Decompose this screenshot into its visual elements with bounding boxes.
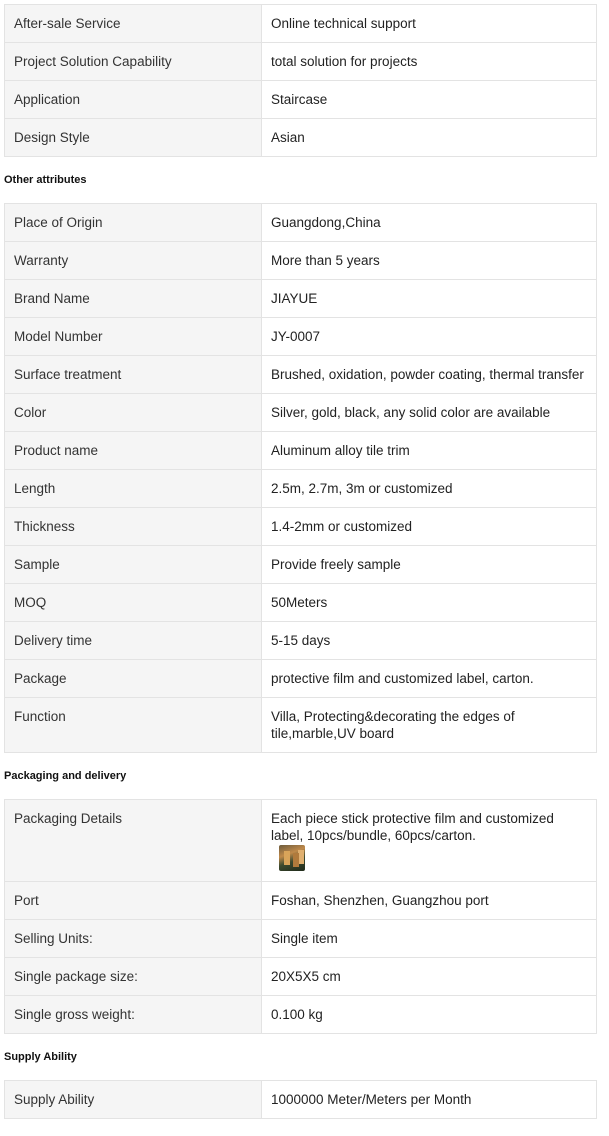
table-row bbox=[5, 356, 597, 394]
attribute-value: Guangdong,China bbox=[262, 204, 597, 242]
attribute-name: MOQ bbox=[5, 584, 262, 622]
table-row bbox=[5, 394, 597, 432]
table-row bbox=[5, 1081, 597, 1119]
attribute-name: Thickness bbox=[5, 508, 262, 546]
attribute-name: Single package size: bbox=[5, 958, 262, 996]
attribute-value: 5-15 days bbox=[262, 622, 597, 660]
table-row bbox=[5, 698, 597, 753]
attribute-value: 1000000 Meter/Meters per Month bbox=[262, 1081, 597, 1119]
attribute-value: Aluminum alloy tile trim bbox=[262, 432, 597, 470]
attribute-value: Brushed, oxidation, powder coating, thermal transfer bbox=[262, 356, 597, 394]
attribute-value-cell bbox=[262, 800, 597, 882]
table-row bbox=[5, 546, 597, 584]
supply-ability-table bbox=[4, 1080, 597, 1119]
attribute-name: Surface treatment bbox=[5, 356, 262, 394]
table-row bbox=[5, 882, 597, 920]
table-row bbox=[5, 470, 597, 508]
attribute-value: Foshan, Shenzhen, Guangzhou port bbox=[262, 882, 597, 920]
table-row bbox=[5, 958, 597, 996]
table-row bbox=[5, 622, 597, 660]
attribute-name: Brand Name bbox=[5, 280, 262, 318]
table-row bbox=[5, 280, 597, 318]
other-attributes-table bbox=[4, 203, 597, 753]
attribute-name: After-sale Service bbox=[5, 5, 262, 43]
packaging-delivery-table bbox=[4, 799, 597, 1034]
attribute-value: JY-0007 bbox=[262, 318, 597, 356]
table-row bbox=[5, 660, 597, 698]
attribute-value: 1.4-2mm or customized bbox=[262, 508, 597, 546]
attribute-value: Provide freely sample bbox=[262, 546, 597, 584]
attribute-name: Single gross weight: bbox=[5, 996, 262, 1034]
attribute-name: Warranty bbox=[5, 242, 262, 280]
attribute-value: 20X5X5 cm bbox=[262, 958, 597, 996]
attribute-name: Delivery time bbox=[5, 622, 262, 660]
attribute-value: Single item bbox=[262, 920, 597, 958]
packaging-thumbnail-image[interactable] bbox=[279, 845, 305, 871]
table-row bbox=[5, 242, 597, 280]
table-row bbox=[5, 43, 597, 81]
table-row bbox=[5, 204, 597, 242]
table-row bbox=[5, 81, 597, 119]
section-heading-other-attributes: Other attributes bbox=[4, 174, 87, 186]
attribute-value: Online technical support bbox=[262, 5, 597, 43]
attribute-name: Model Number bbox=[5, 318, 262, 356]
table-row bbox=[5, 920, 597, 958]
attribute-value: Staircase bbox=[262, 81, 597, 119]
attribute-name: Design Style bbox=[5, 119, 262, 157]
table-row bbox=[5, 432, 597, 470]
attribute-value: protective film and customized label, carton. bbox=[262, 660, 597, 698]
attribute-name: Color bbox=[5, 394, 262, 432]
attribute-name: Place of Origin bbox=[5, 204, 262, 242]
table-row bbox=[5, 996, 597, 1034]
attribute-name: Function bbox=[5, 698, 262, 753]
product-attributes bbox=[4, 4, 597, 1119]
table-row bbox=[5, 318, 597, 356]
table-row bbox=[5, 5, 597, 43]
table-row bbox=[5, 119, 597, 157]
attribute-value: Each piece stick protective film and customized label, 10pcs/bundle, 60pcs/carton. bbox=[271, 811, 554, 843]
attribute-name: Length bbox=[5, 470, 262, 508]
attribute-value: total solution for projects bbox=[262, 43, 597, 81]
attribute-value: 50Meters bbox=[262, 584, 597, 622]
attribute-value: 2.5m, 2.7m, 3m or customized bbox=[262, 470, 597, 508]
attribute-name: Application bbox=[5, 81, 262, 119]
attribute-name: Project Solution Capability bbox=[5, 43, 262, 81]
attribute-value: Villa, Protecting&decorating the edges of tile,marble,UV board bbox=[262, 698, 597, 753]
attribute-name: Product name bbox=[5, 432, 262, 470]
attribute-value: Silver, gold, black, any solid color are available bbox=[262, 394, 597, 432]
attribute-name: Supply Ability bbox=[5, 1081, 262, 1119]
attribute-name: Packaging Details bbox=[5, 800, 262, 882]
attribute-name: Port bbox=[5, 882, 262, 920]
attribute-name: Selling Units: bbox=[5, 920, 262, 958]
table-row bbox=[5, 508, 597, 546]
attribute-name: Package bbox=[5, 660, 262, 698]
attribute-value: More than 5 years bbox=[262, 242, 597, 280]
section-heading-packaging-delivery: Packaging and delivery bbox=[4, 770, 127, 782]
table-row bbox=[5, 584, 597, 622]
attribute-name: Sample bbox=[5, 546, 262, 584]
section-heading-supply-ability: Supply Ability bbox=[4, 1051, 77, 1063]
attribute-value: JIAYUE bbox=[262, 280, 597, 318]
table-row bbox=[5, 800, 597, 882]
attribute-value: Asian bbox=[262, 119, 597, 157]
key-attributes-table bbox=[4, 4, 597, 157]
attribute-value: 0.100 kg bbox=[262, 996, 597, 1034]
